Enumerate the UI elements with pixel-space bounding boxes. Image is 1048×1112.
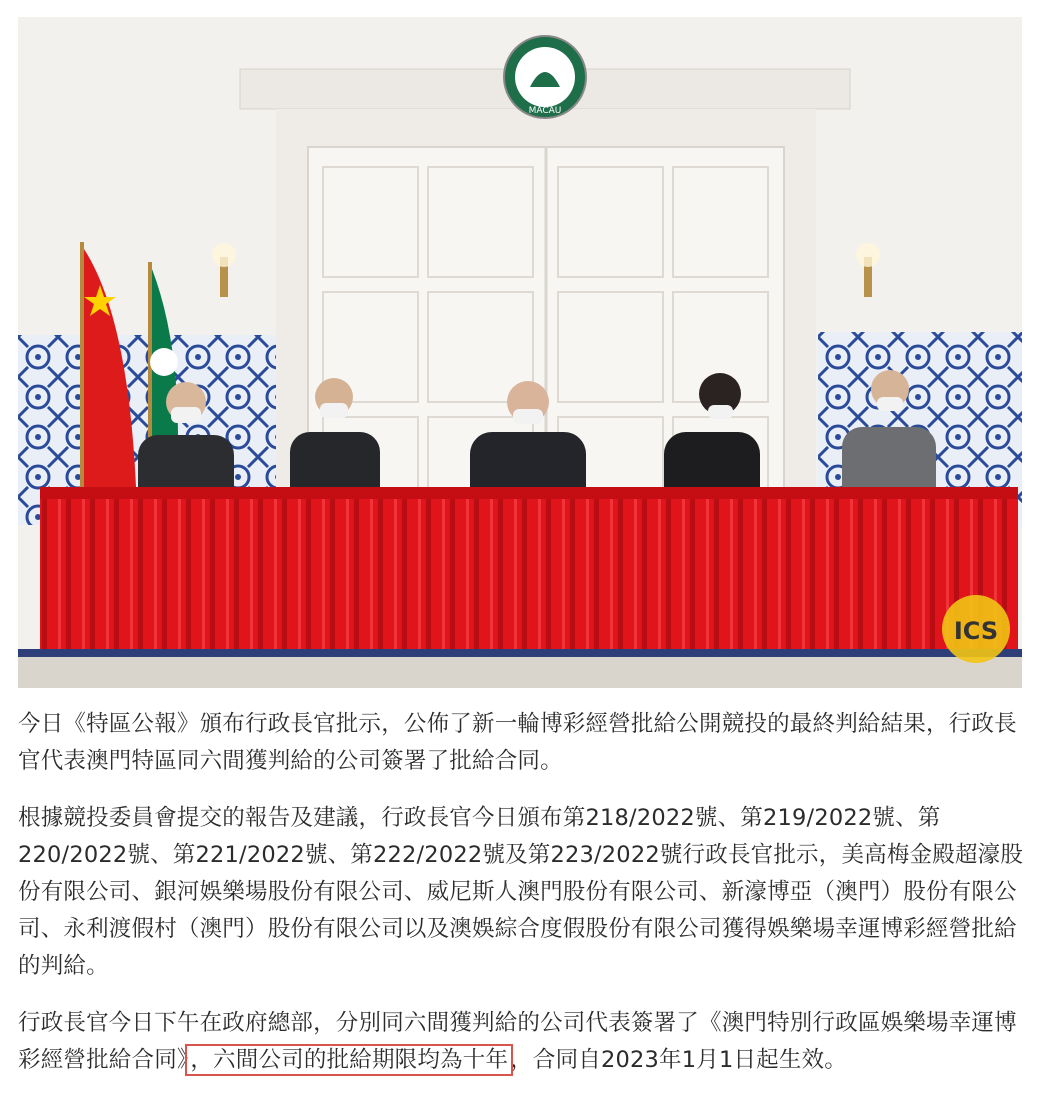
- ics-watermark: [942, 595, 1010, 663]
- paragraph-2: 根據競投委員會提交的報告及建議，行政長官今日頒布第218/2022號、第219/2022號、第220/2022號、第221/2022號、第222/2022號及第223/2022號行政長官批示，美高梅金殿超濠股份有限公司、銀河娛樂場股份有限公司、威尼斯人澳門股份有限公司、新濠博亞（澳門）股份有限公司、永利渡假村（澳門）股份有限公司以及澳娛綜合度假股份有限公司獲得娛樂場幸運博彩經營批給的判給。: [18, 805, 1024, 979]
- svg-text:ICS: ICS: [953, 617, 999, 645]
- signing-ceremony-photo: [18, 17, 1022, 688]
- paragraph-3-start: 行政長官今日下午在政府總部，分別同六間獲判給的公司代表簽署了《澳門特別行政區娛樂場幸運博彩經營批給合同》: [18, 1010, 1017, 1073]
- highlighted-term-period: ，六間公司的批給期限均為十年: [190, 1047, 509, 1073]
- emblem-text: MACAU: [528, 106, 562, 116]
- paragraph-3-end: ，合同自2023年1月1日起生效。: [510, 1047, 847, 1073]
- paragraph-1: 今日《特區公報》頒布行政長官批示，公佈了新一輪博彩經營批給公開競投的最終判給結果，行政長官代表澳門特區同六間獲判給的公司簽署了批給合同。: [18, 711, 1017, 774]
- article-body: [18, 706, 1028, 1099]
- macau-emblem: [504, 36, 586, 118]
- paragraph-3: [18, 1005, 1028, 1079]
